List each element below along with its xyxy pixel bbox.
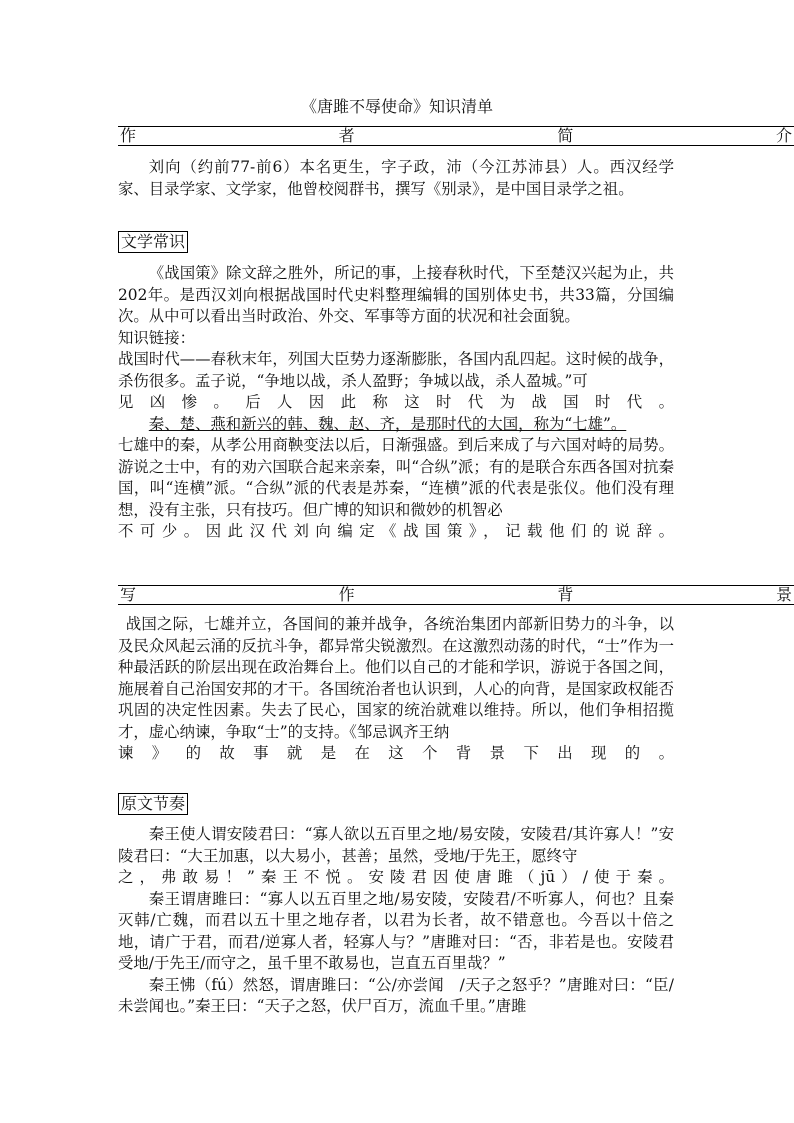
rhythm-paragraph-1: 秦王使人谓安陵君曰：“寡人欲以五百里之地/易安陵，安陵君/其许寡人！”安陵君曰：“大王加惠，以大易小，甚善；虽然，受地/于先王，愿终守 <box>118 825 674 865</box>
heading-char: 作 <box>120 126 137 145</box>
seven-powers-line: 秦、楚、燕和新兴的韩、魏、赵、齐，是那时代的大国，称为“七雄”。 <box>148 414 627 433</box>
background-paragraph-end: 谏》的故事就是在这个背景下出现的。 <box>118 744 674 762</box>
heading-author-intro <box>118 126 794 146</box>
background-section <box>118 614 674 765</box>
knowledge-link-paragraph-2-end: 不可少。因此汉代刘向编定《战国策》，记载他们的说辞。 <box>118 522 674 540</box>
knowledge-link-paragraph-1: 战国时代——春秋末年，列国大臣势力逐渐膨胀，各国内乱四起。这时候的战争，杀伤很多。孟子说，“争地以战，杀人盈野；争城以战，杀人盈城。”可 <box>118 350 674 390</box>
knowledge-link-paragraph-1-end: 见凶惨。后人因此称这时代为战国时代。 <box>118 393 674 411</box>
background-paragraph: 战国之际，七雄并立，各国间的兼并战争，各统治集团内部新旧势力的斗争，以及民众风起云涌的反抗斗争，都异常尖锐激烈。在这激烈动荡的时代，“士”作为一种最活跃的阶层出现在政治舞台上。他们以自己的才能和学识，游说于各国之间，施展着自己治国安邦的才干。各国统治者也认识到，人心的向背，是国家政权能否巩固的决定性因素。失去了民心，国家的统治就难以维持。所以，他们争相招揽才，虚心纳谏，争取“士”的支持。《邹忌讽齐王纳 <box>118 615 674 741</box>
author-text: 刘向（约前77-前6）本名更生，字子政，沛（今江苏沛县）人。西汉经学家、目录学家、文学家，他曾校阅群书，撰写《别录》，是中国目录学之祖。 <box>118 158 674 198</box>
heading-background <box>118 585 794 605</box>
rhythm-section <box>118 824 674 1018</box>
rhythm-paragraph-3: 秦王怫（fú）然怒，谓唐雎曰：“公/亦尝闻 /天子之怒乎？”唐雎对曰：“臣/未尝闻也。”秦王曰：“天子之怒，伏尸百万，流血千里。”唐雎 <box>118 975 674 1015</box>
heading-char: 景 <box>775 585 792 604</box>
heading-literature: 文学常识 <box>118 231 188 253</box>
heading-char: 介 <box>775 126 792 145</box>
heading-char: 者 <box>338 126 355 145</box>
rhythm-paragraph-2: 秦王谓唐雎曰：“寡人以五百里之地/易安陵，安陵君/不听寡人，何也？且秦灭韩/亡魏，而君以五十里之地存者，以君为长者，故不错意也。今吾以十倍之地，请广于君，而君/逆寡人者，轻寡人与？”唐雎对曰：“否，非若是也。安陵君受地/于先王/而守之，虽千里不敢易也，岂直五百里哉？” <box>118 889 674 972</box>
heading-char: 简 <box>557 126 574 145</box>
literature-paragraph: 《战国策》除文辞之胜外，所记的事，上接春秋时代，下至楚汉兴起为止，共202年。是西汉刘向根据战国时代史料整理编辑的国别体史书，共33篇，分国编次。从中可以看出当时政治、外交、军事等方面的状况和社会面貌。 <box>118 264 674 325</box>
heading-char: 背 <box>557 585 574 604</box>
document-title: 《唐雎不辱使命》知识清单 <box>300 97 493 116</box>
heading-char: 写 <box>120 585 137 604</box>
heading-char: 作 <box>338 585 355 604</box>
author-paragraph <box>118 157 674 200</box>
literature-section <box>118 263 674 543</box>
rhythm-paragraph-1-end: 之，弗敢易！”秦王不悦。安陵君因使唐雎（jū）/使于秦。 <box>118 868 674 886</box>
knowledge-link-paragraph-2: 七雄中的秦，从孝公用商鞅变法以后，日渐强盛。到后来成了与六国对峙的局势。游说之士中，有的劝六国联合起来亲秦，叫“合纵”派；有的是联合东西各国对抗秦国，叫“连横”派。“合纵”派的代表是苏秦，“连横”派的代表是张仪。他们没有理想，没有主张，只有技巧。但广博的知识和微妙的机智必 <box>118 436 674 519</box>
heading-rhythm: 原文节奏 <box>118 793 188 815</box>
knowledge-link-label: 知识链接： <box>118 328 195 347</box>
